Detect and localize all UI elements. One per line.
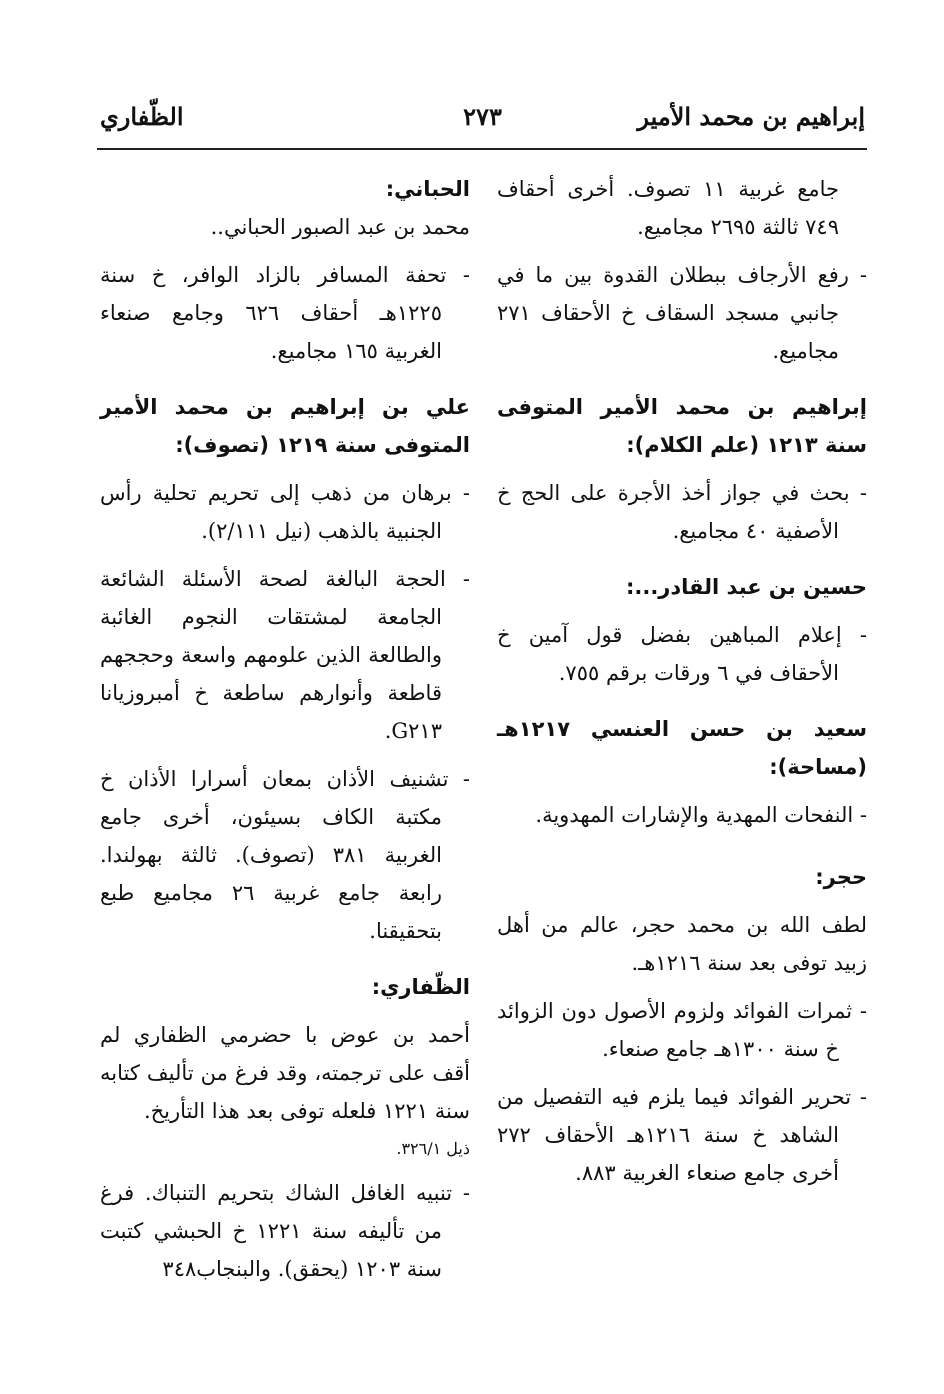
running-title-right: إبراهيم بن محمد الأمير xyxy=(637,102,865,131)
list-item: - تحرير الفوائد فيما يلزم فيه التفصيل من الشاهد خ سنة ١٢١٦هـ الأحقاف ٢٧٢ أخرى جامع صنعاء الغربية ٨٨٣. xyxy=(497,1085,867,1185)
paragraph: لطف الله بن محمد حجر، عالم من أهل زبيد توفى بعد سنة ١٢١٦هـ. xyxy=(497,913,867,975)
list-item: - الحجة البالغة لصحة الأسئلة الشائعة الجامعة لمشتقات النجوم الغائبة والطالعة الذين علومهم واسعة وحججهم قاطعة وأنوارهم ساطعة خ أمبروزيانا G٢١٣. xyxy=(100,567,470,743)
footnote-reference: ذيل ٣٢٦/١. xyxy=(396,1139,470,1158)
section-heading: سعيد بن حسن العنسي ١٢١٧هـ (مساحة): xyxy=(497,717,867,779)
section-heading: علي بن إبراهيم بن محمد الأمير المتوفى سنة ١٢١٩ (تصوف): xyxy=(100,395,470,457)
list-item: - بحث في جواز أخذ الأجرة على الحج خ الأصفية ٤٠ مجاميع. xyxy=(497,481,867,543)
paragraph: محمد بن عبد الصبور الحباني.. xyxy=(210,215,470,239)
list-item: - رفع الأرجاف ببطلان القدوة بين ما في جانبي مسجد السقاف خ الأحقاف ٢٧١ مجاميع. xyxy=(497,263,867,363)
list-item: - النفحات المهدية والإشارات المهدوية. xyxy=(535,803,867,827)
left-column xyxy=(100,170,470,1288)
page-number: ٢٧٣ xyxy=(463,102,502,131)
section-heading: إبراهيم بن محمد الأمير المتوفى سنة ١٢١٣ (علم الكلام): xyxy=(497,395,867,457)
paragraph: أحمد بن عوض با حضرمي الظفاري لم أقف على ترجمته، وقد فرغ من تأليف كتابه سنة ١٢٢١ فلعله توفى بعد هذا التأريخ. xyxy=(100,1023,470,1123)
list-item: - برهان من ذهب إلى تحريم تحلية رأس الجنبية بالذهب (نيل ٢/١١١). xyxy=(100,481,470,543)
page-header xyxy=(100,102,865,142)
continued-item: جامع غربية ١١ تصوف. أخرى أحقاف ٧٤٩ ثالثة ٢٦٩٥ مجاميع. xyxy=(497,177,839,239)
section-heading: الظّفاري: xyxy=(371,975,470,999)
right-column xyxy=(497,170,867,1192)
list-item: - تنبيه الغافل الشاك بتحريم التنباك. فرغ من تأليفه سنة ١٢٢١ خ الحبشي كتبت سنة ١٢٠٣ (يحقق). والبنجاب٣٤٨ xyxy=(100,1181,470,1281)
list-item: - إعلام المباهين بفضل قول آمين خ الأحقاف في ٦ ورقات برقم ٧٥٥. xyxy=(497,623,867,685)
section-heading: الحباني: xyxy=(385,177,470,201)
list-item: - تشنيف الأذان بمعان أسرارا الأذان خ مكتبة الكاف بسيئون، أخرى جامع الغربية ٣٨١ (تصوف). ثالثة بهولندا. رابعة جامع غربية ٢٦ مجاميع طبع بتحقيقنا. xyxy=(100,767,470,943)
list-item: - تحفة المسافر بالزاد الوافر، خ سنة ١٢٢٥هـ أحقاف ٦٢٦ وجامع صنعاء الغربية ١٦٥ مجاميع. xyxy=(100,263,470,363)
section-heading: حسين بن عبد القادر...: xyxy=(625,575,867,599)
header-rule xyxy=(97,148,867,150)
section-heading: حجر: xyxy=(815,865,867,889)
list-item: - ثمرات الفوائد ولزوم الأصول دون الزوائد خ سنة ١٣٠٠هـ جامع صنعاء. xyxy=(497,999,867,1061)
running-title-left: الظّفاري xyxy=(100,102,184,131)
